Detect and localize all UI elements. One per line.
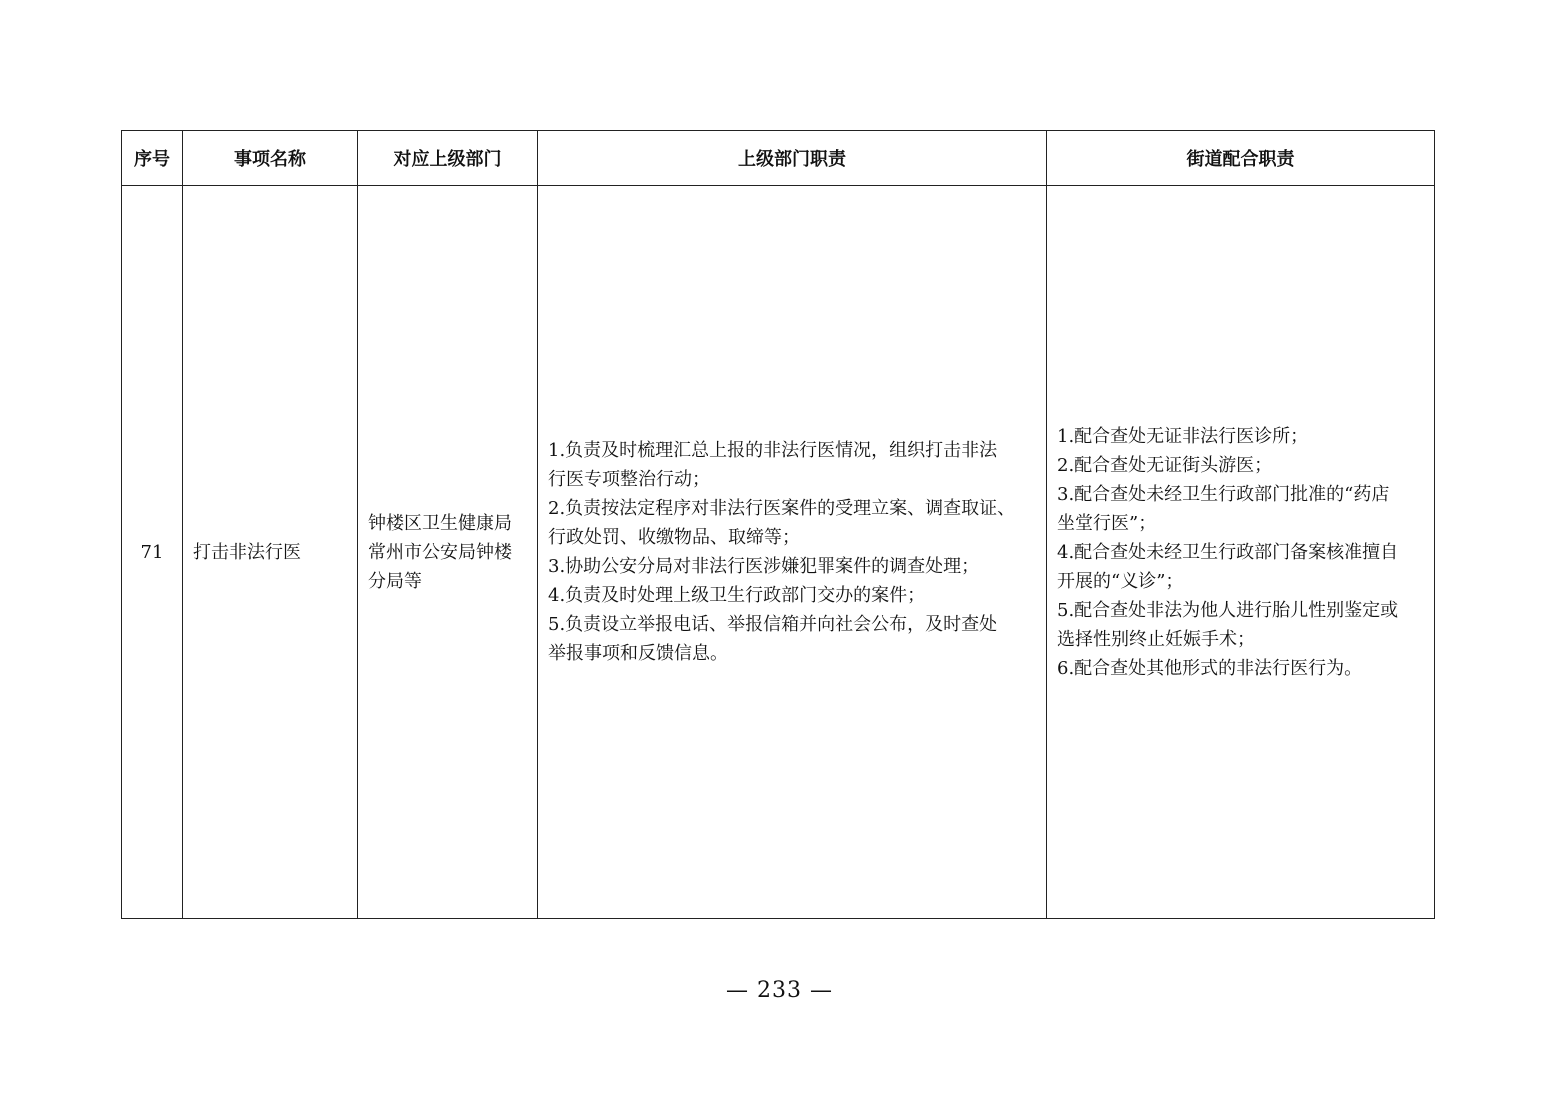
- cooperation-line: 6.配合查处其他形式的非法行医行为。: [1057, 657, 1363, 679]
- duty-line: 行政处罚、收缴物品、取缔等；: [548, 527, 800, 548]
- cell-serial-number: 71: [122, 186, 183, 919]
- table-row: [122, 186, 1435, 919]
- header-serial-number: 序号: [122, 131, 183, 186]
- duty-line: 3.协助公安分局对非法行医涉嫌犯罪案件的调查处理；: [548, 556, 980, 577]
- cell-superior-department: [358, 186, 538, 919]
- table-header-row: [122, 131, 1435, 186]
- cell-street-cooperation-duties: [1047, 186, 1435, 919]
- department-line: 分局等: [368, 570, 422, 592]
- cooperation-line: 1.配合查处无证非法行医诊所；: [1057, 425, 1309, 447]
- header-street-cooperation-duties: 街道配合职责: [1047, 131, 1435, 186]
- cooperation-line: 5.配合查处非法为他人进行胎儿性别鉴定或: [1057, 599, 1399, 621]
- header-item-name: 事项名称: [183, 131, 358, 186]
- responsibility-table: [121, 130, 1435, 919]
- header-superior-department: 对应上级部门: [358, 131, 538, 186]
- department-line: 钟楼区卫生健康局: [368, 512, 512, 534]
- duty-line: 1.负责及时梳理汇总上报的非法行医情况，组织打击非法: [548, 440, 998, 461]
- cell-superior-duties: [538, 186, 1047, 919]
- cooperation-line: 3.配合查处未经卫生行政部门批准的“药店: [1057, 483, 1390, 505]
- page-number: — 233 —: [726, 978, 833, 1003]
- duty-line: 行医专项整治行动；: [548, 469, 710, 490]
- cooperation-line: 坐堂行医”；: [1057, 512, 1157, 534]
- duty-line: 4.负责及时处理上级卫生行政部门交办的案件；: [548, 585, 926, 606]
- cooperation-line: 选择性别终止妊娠手术；: [1057, 628, 1255, 650]
- cell-item-name: 打击非法行医: [183, 186, 358, 919]
- cooperation-line: 4.配合查处未经卫生行政部门备案核准擅自: [1057, 541, 1399, 563]
- duty-line: 举报事项和反馈信息。: [548, 643, 728, 664]
- department-line: 常州市公安局钟楼: [368, 541, 512, 563]
- header-superior-duties: 上级部门职责: [538, 131, 1047, 186]
- cooperation-line: 开展的“义诊”；: [1057, 570, 1184, 592]
- duty-line: 2.负责按法定程序对非法行医案件的受理立案、调查取证、: [548, 498, 1016, 519]
- cooperation-line: 2.配合查处无证街头游医；: [1057, 454, 1273, 476]
- duty-line: 5.负责设立举报电话、举报信箱并向社会公布，及时查处: [548, 614, 998, 635]
